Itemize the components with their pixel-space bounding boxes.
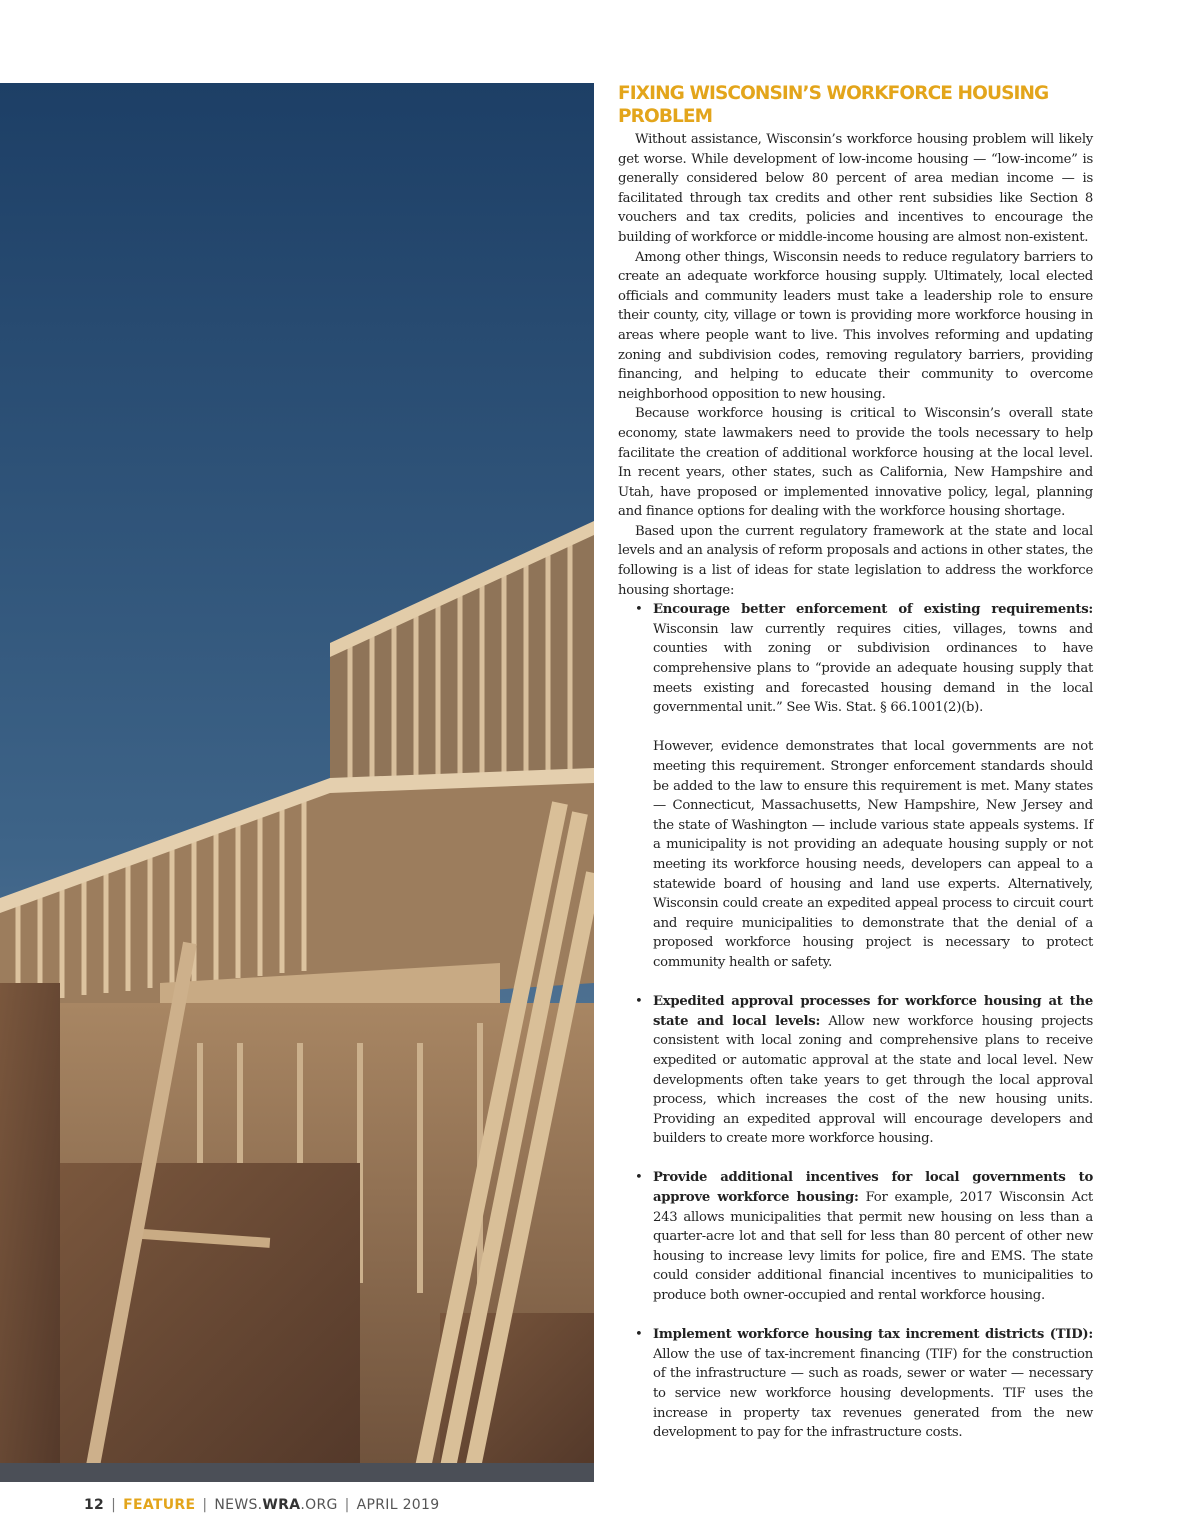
site-suffix: .ORG (300, 1497, 338, 1513)
idea-item (618, 600, 1093, 972)
construction-photo (0, 83, 594, 1482)
idea-text: Allow new workforce housing projects consistent with local zoning and comprehensive plans to receive expedited or automatic approval at the state and local level. New developments often take years to get through the local approval process, which increases the cost of the new housing units. Providing an expedited approval will encourage developers and builders to create more workforce housing. (653, 1013, 1093, 1147)
site-prefix: NEWS. (214, 1497, 263, 1513)
page-number: 12 (84, 1497, 105, 1513)
footer-separator: | (344, 1497, 350, 1513)
issue-date: APRIL 2019 (356, 1497, 440, 1513)
page-footer (84, 1497, 439, 1513)
footer-separator: | (202, 1497, 208, 1513)
idea-text: Allow the use of tax-increment financing (TIF) for the construction of the infrastructure — such as roads, sewer or water — necessary to service new workforce housing developments. TIF uses the increase in property tax revenues generated from the new development to pay for the infrastructure costs. (653, 1346, 1093, 1441)
article-paragraph: Without assistance, Wisconsin’s workforce housing problem will likely get worse. While development of low-income housing — “low-income” is generally considered below 80 percent of area median income — is facilitated through tax credits and other rent subsidies like Section 8 vouchers and tax credits, policies and incentives to encourage the building of workforce or middle-income housing are almost non-existent. (618, 132, 1093, 245)
bullet-icon: • (635, 1170, 643, 1186)
ideas-list (618, 600, 1093, 1443)
idea-text: However, evidence demonstrates that local governments are not meeting this requirement. Stronger enforcement standards should be added to the law to ensure this requirement is met. Many states — Connecticut, Massachusetts, New Hampshire, New Jersey and the state of Washington — include various state appeals systems. If a municipality is not providing an adequate housing supply or not meeting its workforce housing needs, developers can appeal to a statewide board of housing and land use experts. Alternatively, Wisconsin could create an expedited appeal process to circuit court and require municipalities to demonstrate that the denial of a proposed workforce housing project is necessary to protect community health or safety. (653, 739, 1093, 970)
idea-title: Encourage better enforcement of existing requirements: (653, 602, 1093, 618)
construction-framing-photo-icon (0, 83, 594, 1482)
article-headline: FIXING WISCONSIN’S WORKFORCE HOUSING PROBLEM (618, 83, 1049, 127)
idea-item (618, 992, 1093, 1149)
article-column (618, 82, 1093, 1443)
idea-item (618, 1168, 1093, 1305)
idea-title: Provide additional incentives for local governments to approve workforce housing: (653, 1170, 1093, 1206)
site-name: WRA (262, 1497, 301, 1513)
idea-title: Expedited approval processes for workforce housing at the state and local levels: (653, 994, 1093, 1029)
article-paragraph: Based upon the current regulatory framework at the state and local levels and an analysis of reform proposals and actions in other states, the following is a list of ideas for state legislation to address the workforce housing shortage: (618, 523, 1093, 598)
footer-separator: | (111, 1497, 117, 1513)
bullet-icon: • (635, 1327, 643, 1343)
bullet-icon: • (635, 602, 643, 618)
idea-title: Implement workforce housing tax increment districts (TID): (653, 1327, 1093, 1343)
idea-item (618, 1325, 1093, 1443)
article-paragraph: Among other things, Wisconsin needs to reduce regulatory barriers to create an adequate workforce housing supply. Ultimately, local elected officials and community leaders must take a leadership role to ensure their county, city, village or town is providing more workforce housing in areas where people want to live. This involves reforming and updating zoning and subdivision codes, removing regulatory barriers, providing financing, and helping to educate their community to overcome neighborhood opposition to new housing. (618, 249, 1093, 402)
article-paragraph: Because workforce housing is critical to Wisconsin’s overall state economy, state lawmakers need to provide the tools necessary to help facilitate the creation of additional workforce housing at the local level. In recent years, other states, such as California, New Hampshire and Utah, have proposed or implemented innovative policy, legal, planning and finance options for dealing with the workforce housing shortage. (618, 406, 1093, 520)
bullet-icon: • (635, 994, 643, 1010)
idea-text: For example, 2017 Wisconsin Act 243 allows municipalities that permit new housing on less than a quarter-acre lot and that sell for less than 80 percent of other new housing to increase levy limits for police, fire and EMS. The state could consider additional financial incentives to municipalities to produce both owner-occupied and rental workforce housing. (653, 1190, 1093, 1304)
idea-text: Wisconsin law currently requires cities, villages, towns and counties with zoning or subdivision ordinances to have comprehensive plans to “provide an adequate housing supply that meets existing and forecasted housing demand in the local governmental unit.” See Wis. Stat. § 66.1001(2)(b). (653, 621, 1093, 716)
section-label: FEATURE (123, 1497, 196, 1513)
